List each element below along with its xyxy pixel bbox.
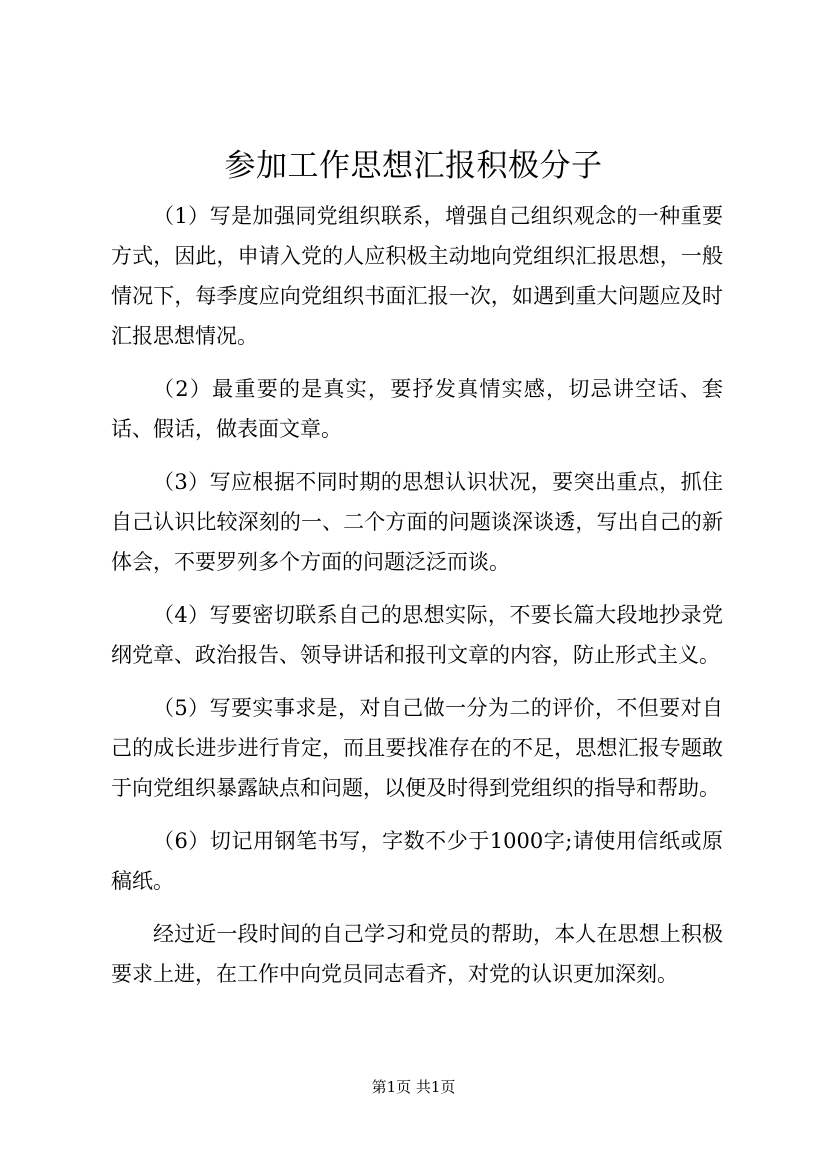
document-title: 参加工作思想汇报积极分子 — [224, 148, 603, 184]
paragraph-4: （4）写要密切联系自己的思想实际，不要长篇大段地抄录党纲党章、政治报告、领导讲话和报刊文章的内容，防止形式主义。 — [111, 603, 723, 667]
paragraph-5: （5）写要实事求是，对自己做一分为二的评价，不但要对自己的成长进步进行肯定，而且要找准存在的不足，思想汇报专题敢于向党组织暴露缺点和问题，以便及时得到党组织的指导和帮助。 — [111, 696, 723, 800]
document-body — [111, 196, 723, 1007]
paragraph-7: 经过近一段时间的自己学习和党员的帮助，本人在思想上积极要求上进，在工作中向党员同志看齐，对党的认识更加深刻。 — [111, 922, 723, 986]
paragraph-3: （3）写应根据不同时期的思想认识状况，要突出重点，抓住自己认识比较深刻的一、二个方面的问题谈深谈透，写出自己的新体会，不要罗列多个方面的问题泛泛而谈。 — [111, 470, 723, 574]
paragraph-1: （1）写是加强同党组织联系，增强自己组织观念的一种重要方式，因此，申请入党的人应积极主动地向党组织汇报思想，一般情况下，每季度应向党组织书面汇报一次，如遇到重大问题应及时汇报思想情况。 — [111, 204, 723, 348]
paragraph-2: （2）最重要的是真实，要抒发真情实感，切忌讲空话、套话、假话，做表面文章。 — [111, 377, 723, 441]
paragraph-6: （6）切记用钢笔书写，字数不少于1000字;请使用信纸或原稿纸。 — [111, 829, 723, 893]
page-number-footer: 第1页 共1页 — [371, 1078, 456, 1096]
